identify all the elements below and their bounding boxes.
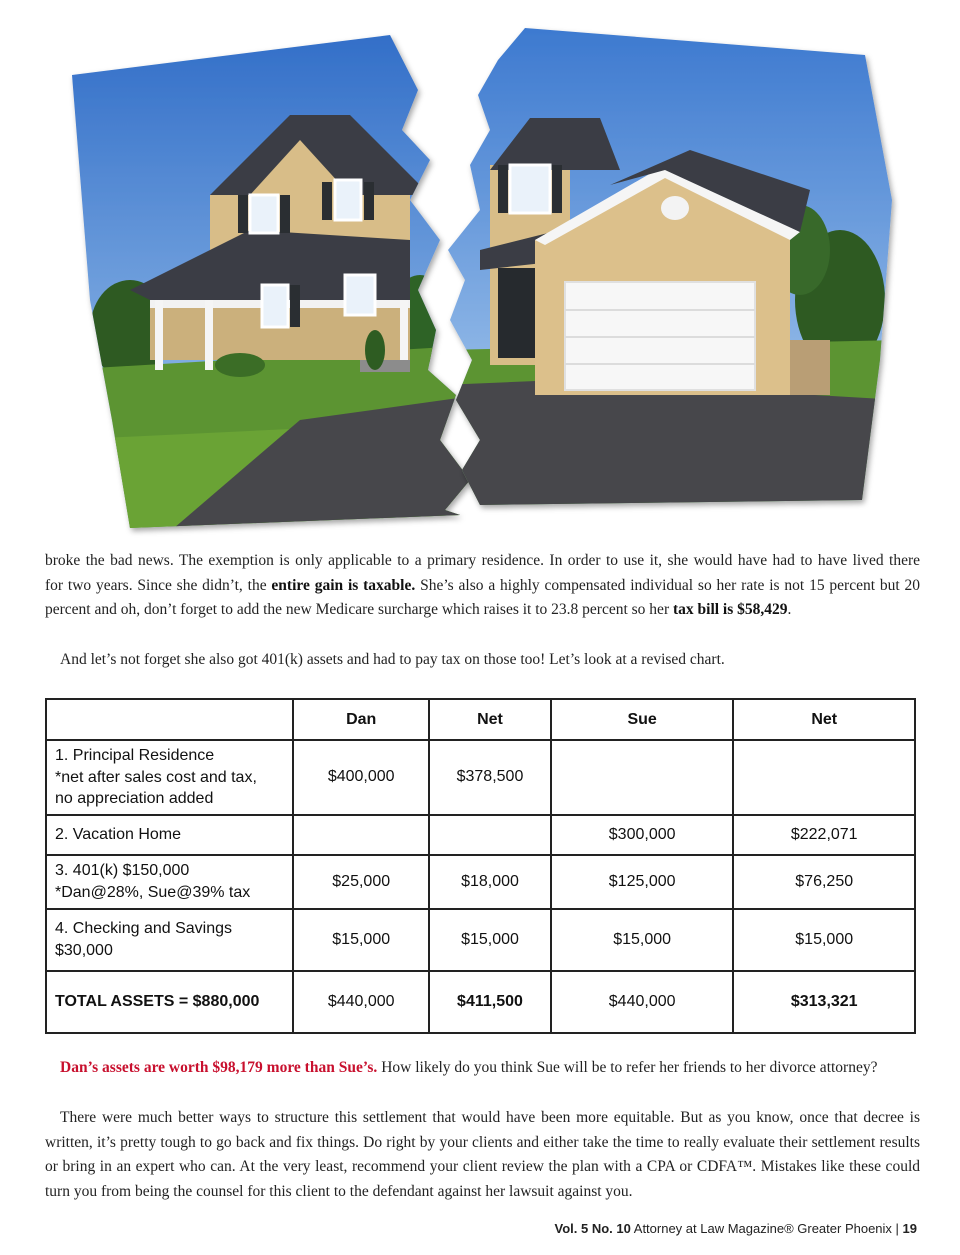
text-span: How likely do you think Sue will be to refer her friends to her divorce attorney?	[377, 1059, 878, 1076]
row-label-cell	[46, 815, 293, 855]
table-cell: $411,500	[429, 971, 551, 1033]
table-header-row	[46, 699, 915, 740]
magazine-name: Attorney at Law Magazine® Greater Phoenix |	[630, 1221, 903, 1236]
table-cell: $15,000	[733, 909, 915, 971]
table-cell: $125,000	[551, 855, 734, 909]
table-cell: $300,000	[551, 815, 734, 855]
row-label-line: 4. Checking and Savings	[55, 920, 232, 937]
row-label-line: 2. Vacation Home	[55, 825, 181, 843]
text-span: broke the bad news. The exemption is only applicable to a primary residence. In order to use it, she would have had to have lived there	[45, 552, 920, 569]
paragraph-line	[45, 598, 920, 623]
bold-text: tax bill is $58,429	[672, 601, 788, 618]
table-row	[46, 909, 915, 971]
table-cell	[733, 740, 915, 815]
page-number: 19	[902, 1221, 917, 1236]
paragraph-line	[45, 549, 920, 574]
row-label-line: $30,000	[55, 941, 113, 959]
table-total-row	[46, 971, 915, 1033]
table-header-cell	[46, 699, 293, 740]
table-cell: $15,000	[293, 909, 429, 971]
torn-house-photo	[0, 0, 960, 540]
table-cell: $313,321	[733, 971, 915, 1033]
row-label-line: *net after sales cost and tax,	[55, 768, 257, 786]
table-row	[46, 740, 915, 815]
row-label-line: 1. Principal Residence	[55, 747, 215, 764]
table-cell	[429, 815, 551, 855]
table-cell: $76,250	[733, 855, 915, 909]
text-span: .	[787, 601, 792, 618]
table-cell: $440,000	[293, 971, 429, 1033]
table-row	[46, 815, 915, 855]
row-label-line: no appreciation added	[55, 790, 214, 807]
table-cell: $222,071	[733, 815, 915, 855]
paragraph-asset-difference	[45, 1056, 920, 1081]
assets-comparison-table	[45, 698, 916, 1034]
paragraph-conclusion: There were much better ways to structure this settlement that would have been more equitable. But as you know, once that decree is written, it’s pretty tough to go back and fix things. Do right by your clients and either take the time to really evaluate their settlement results or bring in an expert who can. At the very least, recommend your client review the plan with a CPA or CDFA™. Mistakes like these could turn you from being the counsel for this client to the defendant against her lawsuit against you.	[45, 1109, 920, 1200]
row-label-cell	[46, 909, 293, 971]
table-header-cell: Net	[429, 699, 551, 740]
paragraph-revised-chart-intro: And let’s not forget she also got 401(k) assets and had to pay tax on those too! Let’s look at a revised chart.	[60, 651, 725, 668]
table-cell: $378,500	[429, 740, 551, 815]
table-header-cell: Dan	[293, 699, 429, 740]
volume-label: Vol. 5 No. 10	[554, 1221, 631, 1236]
text-span: for two years. Since she didn’t, the	[45, 576, 272, 594]
table-header-cell: Sue	[551, 699, 734, 740]
bold-text: entire gain is taxable.	[271, 576, 416, 594]
table-cell: $440,000	[551, 971, 734, 1033]
text-span: She’s also a highly compensated individual so her rate is not 15 percent but 20	[415, 576, 920, 594]
table-cell: $25,000	[293, 855, 429, 909]
row-label-line: 3. 401(k) $150,000	[55, 862, 190, 879]
page-footer	[555, 1221, 917, 1236]
left-house-half	[60, 20, 480, 540]
total-label-cell: TOTAL ASSETS = $880,000	[46, 971, 293, 1033]
table-cell: $15,000	[551, 909, 734, 971]
row-label-line: *Dan@28%, Sue@39% tax	[55, 883, 251, 901]
right-house-half	[440, 20, 900, 540]
row-label-cell	[46, 855, 293, 909]
row-label-cell	[46, 740, 293, 815]
table-row	[46, 855, 915, 909]
table-cell: $15,000	[429, 909, 551, 971]
table-cell: $400,000	[293, 740, 429, 815]
text-span: percent and oh, don’t forget to add the new Medicare surcharge which raises it to 23.8 percent so her	[45, 601, 673, 618]
table-cell	[293, 815, 429, 855]
paragraph-tax-explanation	[45, 549, 920, 623]
table-header-cell: Net	[733, 699, 915, 740]
paragraph-line	[45, 574, 920, 599]
table-cell	[551, 740, 734, 815]
highlighted-red-text: Dan’s assets are worth $98,179 more than Sue’s.	[60, 1059, 378, 1076]
table-cell: $18,000	[429, 855, 551, 909]
